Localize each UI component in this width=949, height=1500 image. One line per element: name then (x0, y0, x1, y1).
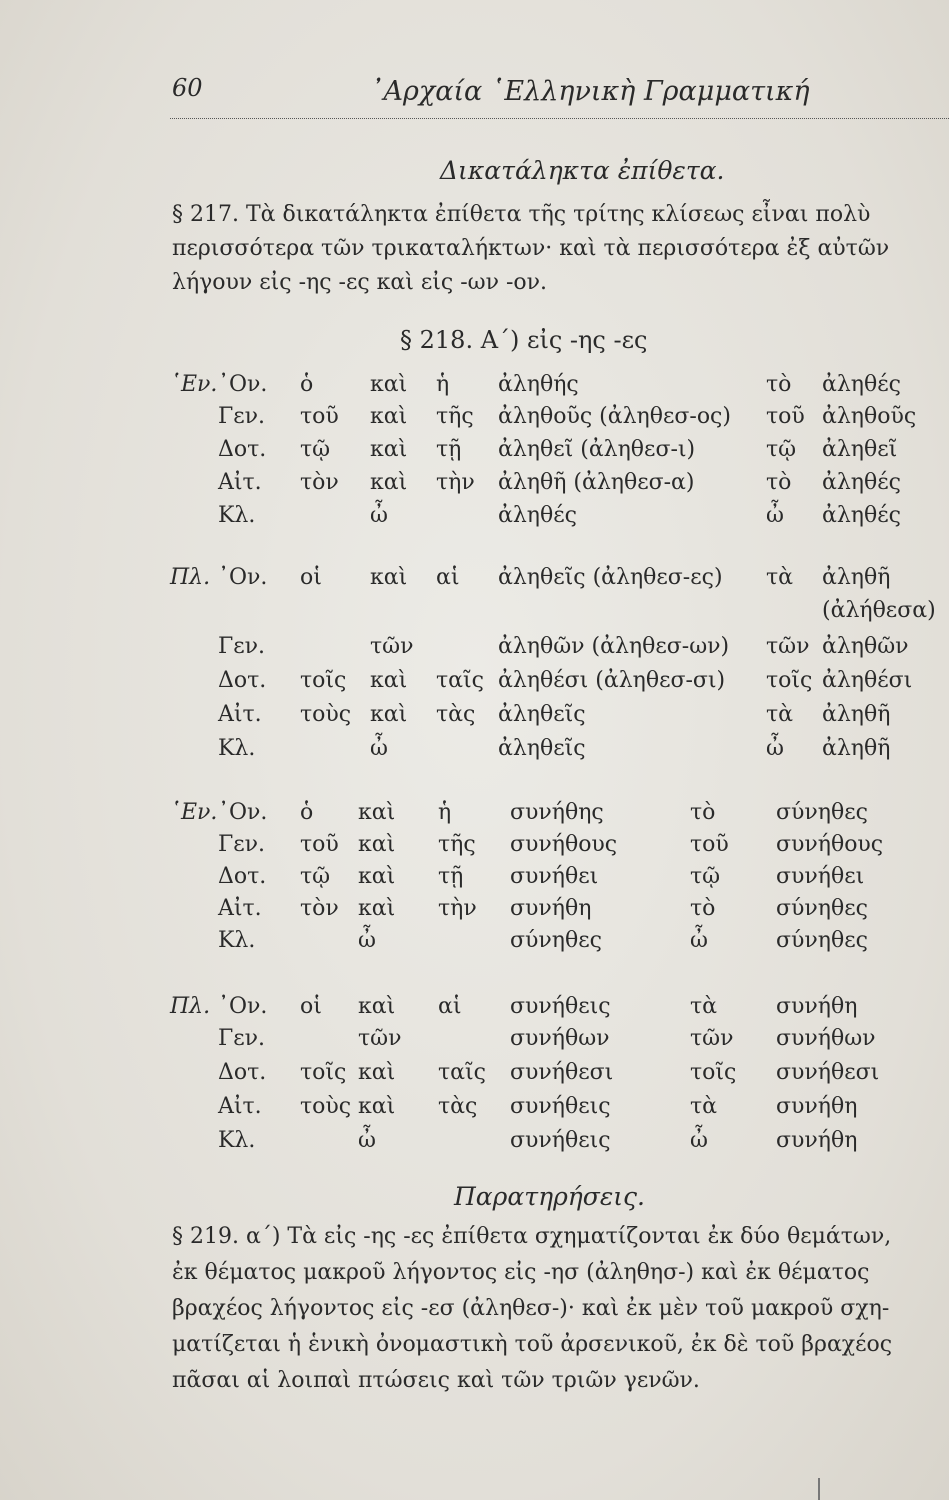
cell-m: τοὺς (300, 702, 352, 727)
cell-k: καὶ (370, 702, 408, 727)
cell-f: τὰς (436, 702, 476, 727)
cell-case: Κλ. (218, 503, 256, 528)
cell-nform: σύνηθες (776, 800, 868, 825)
cell-form: ἀληθής (498, 372, 579, 397)
cell-f: τῇ (436, 437, 462, 462)
cell-k: καὶ (370, 470, 408, 495)
running-head: ᾿Αρχαία ῾Ελληνικὴ Γραμματική (370, 76, 810, 107)
cell-n: ὦ (690, 1128, 708, 1153)
cell-case: Αἰτ. (218, 702, 262, 727)
cell-case: Αἰτ. (218, 470, 262, 495)
plural-label: Πλ. (170, 565, 211, 590)
cell-k: καὶ (358, 1094, 396, 1119)
cell-f: αἱ (438, 994, 462, 1019)
cell-nform: συνήθη (776, 1094, 858, 1119)
cell-n: τὸ (690, 800, 716, 825)
cell-nform: συνήθη (776, 1128, 858, 1153)
cell-case: ᾿Ον. (218, 800, 268, 825)
cell-form: συνήθους (510, 832, 618, 857)
cell-case: Κλ. (218, 1128, 256, 1153)
cell-k: καὶ (358, 896, 396, 921)
cell-m: ὁ (300, 800, 314, 825)
singular-label: ῾Εν. (170, 800, 218, 825)
cell-case: ᾿Ον. (218, 372, 268, 397)
cell-m: τοῖς (300, 668, 347, 693)
cell-form: ἀληθέσι (ἀληθεσ-σι) (498, 668, 726, 693)
cell-m: τοῦ (300, 832, 339, 857)
cell-m: ὁ (300, 372, 314, 397)
cell-form: συνήθεις (510, 1094, 611, 1119)
para217-line: § 217. Τὰ δικατάληκτα ἐπίθετα τῆς τρίτης κλίσεως εἶναι πολὺ (172, 202, 871, 227)
cell-f: τὰς (438, 1094, 478, 1119)
cell-case: Αἰτ. (218, 1094, 262, 1119)
cell-case: Γεν. (218, 1026, 266, 1051)
cell-k: ὦ (358, 928, 376, 953)
cell-case: Αἰτ. (218, 896, 262, 921)
cell-form: ἀληθεῖς (498, 736, 586, 761)
cell-f: ταῖς (436, 668, 484, 693)
cell-f: τῇ (438, 864, 464, 889)
cell-case: Κλ. (218, 928, 256, 953)
cell-k: ὦ (358, 1128, 376, 1153)
cell-k: καὶ (358, 994, 396, 1019)
cell-k: καὶ (358, 1060, 396, 1085)
cell-k: καὶ (358, 832, 396, 857)
cell-case: Γεν. (218, 832, 266, 857)
cell-m: οἱ (300, 994, 322, 1019)
cell-k: καὶ (370, 437, 408, 462)
cell-form: ἀληθῆ (ἀληθεσ-α) (498, 470, 695, 495)
cell-case: ᾿Ον. (218, 565, 268, 590)
cell-nform: ἀληθῆ (822, 736, 891, 761)
cell-m: τοὺς (300, 1094, 352, 1119)
cell-form: ἀληθές (498, 503, 577, 528)
cell-form: ἀληθεῖς (ἀληθεσ-ες) (498, 565, 723, 590)
cell-n: τὸ (766, 470, 792, 495)
cell-n: τὰ (690, 1094, 718, 1119)
cell-n: τὸ (766, 372, 792, 397)
plural-label: Πλ. (170, 994, 211, 1019)
cell-case: Γεν. (218, 634, 266, 659)
cell-form: συνήθης (510, 800, 604, 825)
para217-line: περισσότερα τῶν τρικαταλήκτων· καὶ τὰ περισσότερα ἐξ αὐτῶν (172, 236, 890, 261)
cell-f: αἱ (436, 565, 460, 590)
cell-case: Δοτ. (218, 437, 267, 462)
cell-form: συνήθεις (510, 1128, 611, 1153)
cell-k: καὶ (370, 668, 408, 693)
cell-f: τὴν (436, 470, 475, 495)
cell-m: τοῦ (300, 404, 339, 429)
cell-nform: ἀληθῶν (822, 634, 909, 659)
cell-n: ὦ (766, 736, 784, 761)
cell-n: ὦ (766, 503, 784, 528)
cell-form: συνήθεσι (510, 1060, 614, 1085)
cell-nform: ἀληθές (822, 372, 901, 397)
cell-case: ᾿Ον. (218, 994, 268, 1019)
cell-n: τῶν (766, 634, 810, 659)
cell-m: τὸν (300, 896, 339, 921)
cell-nform: ἀληθῆ (822, 565, 891, 590)
section-title: Δικατάληκτα ἐπίθετα. (440, 156, 725, 185)
cell-k: ὦ (370, 736, 388, 761)
observations-title: Παρατηρήσεις. (454, 1182, 645, 1211)
page-number: 60 (172, 74, 203, 102)
cell-form: ἀληθοῦς (ἀληθεσ-ος) (498, 404, 731, 429)
cell-n: ὦ (690, 928, 708, 953)
cell-nform: συνήθεσι (776, 1060, 880, 1085)
cell-nform: σύνηθες (776, 928, 868, 953)
cell-k: καὶ (358, 864, 396, 889)
cell-n: τὰ (690, 994, 718, 1019)
para219-line: ἐκ θέματος μακροῦ λήγοντος εἰς -ησ (ἀληθησ-) καὶ ἐκ θέματος (172, 1260, 870, 1285)
cell-form: συνήθεις (510, 994, 611, 1019)
cell-f: τὴν (438, 896, 477, 921)
cell-f: τῆς (438, 832, 476, 857)
cell-n: τοῦ (690, 832, 729, 857)
cell-n: τὰ (766, 702, 794, 727)
cell-n: τοῦ (766, 404, 805, 429)
cell-m: τὸν (300, 470, 339, 495)
cell-case: Κλ. (218, 736, 256, 761)
singular-label: ῾Εν. (170, 372, 218, 397)
cell-nform: συνήθη (776, 994, 858, 1019)
cell-k: καὶ (358, 800, 396, 825)
cell-k: καὶ (370, 372, 408, 397)
cell-k: ὦ (370, 503, 388, 528)
cell-nform: ἀληθές (822, 470, 901, 495)
cell-nform: ἀληθέσι (822, 668, 913, 693)
cell-nform: ἀληθοῦς (822, 404, 917, 429)
cell-m: οἱ (300, 565, 322, 590)
cell-f: τῆς (436, 404, 474, 429)
cell-nform: συνήθει (776, 864, 865, 889)
cell-n: τὰ (766, 565, 794, 590)
cell-f: ταῖς (438, 1060, 486, 1085)
para219-line: ματίζεται ἡ ἑνικὴ ὀνομαστικὴ τοῦ ἀρσενικοῦ, ἐκ δὲ τοῦ βραχέος (172, 1332, 893, 1357)
cell-nform: συνήθους (776, 832, 884, 857)
margin-mark (818, 1478, 820, 1500)
cell-k: τῶν (358, 1026, 402, 1051)
cell-n: τῷ (766, 437, 797, 462)
cell-case: Δοτ. (218, 1060, 267, 1085)
cell-f: ἡ (436, 372, 450, 397)
cell-k: καὶ (370, 565, 408, 590)
cell-case: Γεν. (218, 404, 266, 429)
header-rule (170, 118, 949, 119)
cell-case: Δοτ. (218, 668, 267, 693)
para217-line: λήγουν εἰς -ης -ες καὶ εἰς -ων -ον. (172, 270, 548, 295)
para219-line: πᾶσαι αἱ λοιπαὶ πτώσεις καὶ τῶν τριῶν γενῶν. (172, 1368, 700, 1393)
para219-line: § 219. α΄) Τὰ εἰς -ης -ες ἐπίθετα σχηματίζονται ἐκ δύο θεμάτων, (172, 1224, 892, 1249)
cell-f: ἡ (438, 800, 452, 825)
cell-form: σύνηθες (510, 928, 602, 953)
cell-n: τῷ (690, 864, 721, 889)
cell-k: τῶν (370, 634, 414, 659)
cell-m: τῷ (300, 437, 331, 462)
cell-n: τοῖς (766, 668, 813, 693)
cell-m: τῷ (300, 864, 331, 889)
cell-form: ἀληθῶν (ἀληθεσ-ων) (498, 634, 730, 659)
cell-form: συνήθων (510, 1026, 610, 1051)
subsection-218: § 218. Α΄) εἰς -ης -ες (400, 326, 648, 354)
cell-k: καὶ (370, 404, 408, 429)
cell-nform: συνήθων (776, 1026, 876, 1051)
cell-m: τοῖς (300, 1060, 347, 1085)
cell-form: ἀληθεῖς (498, 702, 586, 727)
cell-form: συνήθη (510, 896, 592, 921)
cell-case: Δοτ. (218, 864, 267, 889)
cell-form: συνήθει (510, 864, 599, 889)
cell-nform: ἀληθές (822, 503, 901, 528)
para219-line: βραχέος λήγοντος εἰς -εσ (ἀληθεσ-)· καὶ ἐκ μὲν τοῦ μακροῦ σχη- (172, 1296, 890, 1321)
cell-n: τῶν (690, 1026, 734, 1051)
cell-nform: σύνηθες (776, 896, 868, 921)
cell-form: ἀληθεῖ (ἀληθεσ-ι) (498, 437, 696, 462)
cell-nform: ἀληθεῖ (822, 437, 898, 462)
cell-n: τὸ (690, 896, 716, 921)
cell-n: τοῖς (690, 1060, 737, 1085)
cell-nform: ἀληθῆ (822, 702, 891, 727)
cell-nform: (ἀλήθεσα) (822, 598, 936, 623)
